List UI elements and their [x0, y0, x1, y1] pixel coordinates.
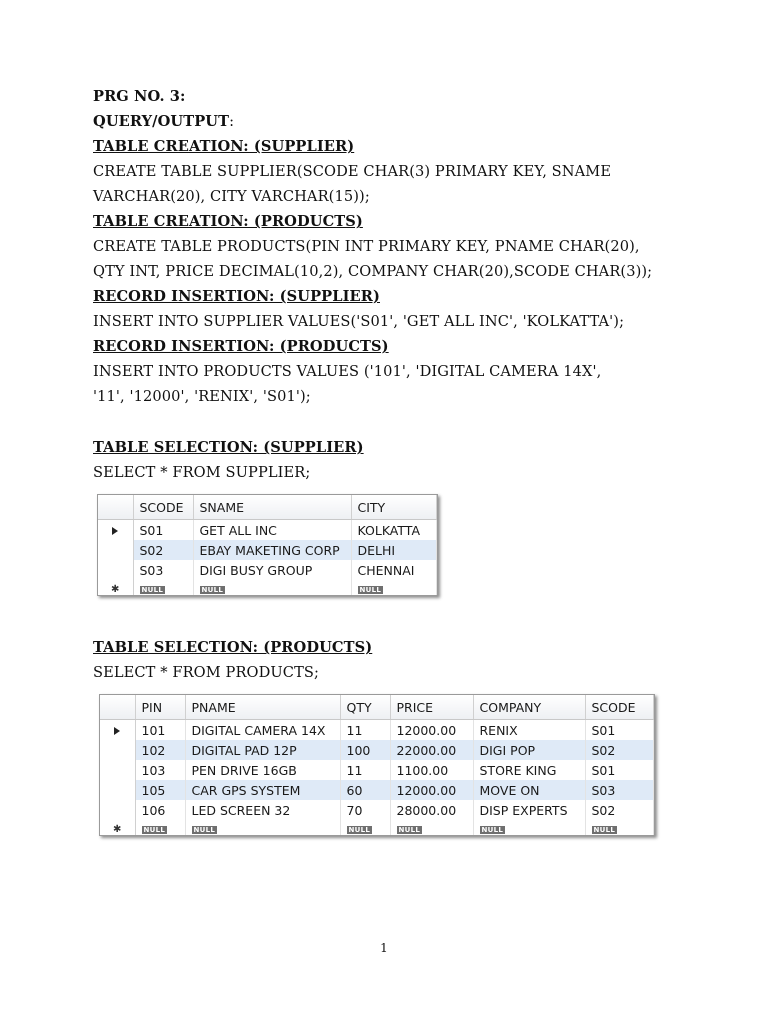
table-cell[interactable]: 70 [340, 800, 390, 820]
column-header[interactable]: PRICE [390, 695, 473, 720]
table-cell[interactable]: PEN DRIVE 16GB [185, 760, 340, 780]
table-cell[interactable]: KOLKATTA [351, 520, 436, 541]
table-cell[interactable]: CHENNAI [351, 560, 436, 580]
table-cell[interactable]: GET ALL INC [193, 520, 351, 541]
products-create-sql-line-1: CREATE TABLE PRODUCTS(PIN INT PRIMARY KEY, PNAME CHAR(20), [93, 238, 640, 255]
null-cell[interactable] [351, 580, 436, 595]
null-badge: NULL [348, 826, 371, 834]
table-cell[interactable]: 22000.00 [390, 740, 473, 760]
row-selector[interactable] [100, 740, 135, 760]
supplier-select-heading: TABLE SELECTION: (SUPPLIER) [93, 439, 364, 456]
table-row[interactable] [98, 540, 436, 560]
table-row[interactable] [100, 740, 653, 760]
row-selector[interactable] [98, 520, 133, 541]
query-colon: : [229, 113, 235, 130]
table-cell[interactable]: EBAY MAKETING CORP [193, 540, 351, 560]
query-heading: QUERY/OUTPUT [93, 113, 230, 130]
table-cell[interactable]: CAR GPS SYSTEM [185, 780, 340, 800]
supplier-header-row [98, 495, 436, 520]
table-cell[interactable]: 103 [135, 760, 185, 780]
new-row-asterisk-icon: ✱ [111, 584, 120, 595]
row-selector-header [100, 695, 135, 720]
table-cell[interactable]: 12000.00 [390, 720, 473, 741]
null-badge: NULL [398, 826, 421, 834]
null-cell[interactable] [185, 820, 340, 835]
table-cell[interactable]: S02 [585, 800, 653, 820]
table-cell[interactable]: S03 [133, 560, 193, 580]
column-header[interactable]: PIN [135, 695, 185, 720]
null-badge: NULL [481, 826, 504, 834]
table-row[interactable] [100, 780, 653, 800]
table-cell[interactable]: DIGITAL CAMERA 14X [185, 720, 340, 741]
products-create-heading: TABLE CREATION: (PRODUCTS) [93, 213, 363, 230]
table-cell[interactable]: 11 [340, 760, 390, 780]
table-row[interactable] [100, 760, 653, 780]
column-header[interactable]: QTY [340, 695, 390, 720]
products-select-sql: SELECT * FROM PRODUCTS; [93, 664, 320, 681]
new-row-asterisk-icon: ✱ [113, 824, 122, 835]
row-pointer-arrow-icon [112, 527, 118, 535]
table-cell[interactable]: 101 [135, 720, 185, 741]
row-selector[interactable] [100, 780, 135, 800]
table-cell[interactable]: S02 [133, 540, 193, 560]
products-select-heading: TABLE SELECTION: (PRODUCTS) [93, 639, 373, 656]
table-row[interactable] [98, 560, 436, 580]
table-row[interactable] [100, 800, 653, 820]
null-badge: NULL [143, 826, 166, 834]
table-cell[interactable]: LED SCREEN 32 [185, 800, 340, 820]
table-cell[interactable]: MOVE ON [473, 780, 585, 800]
table-cell[interactable]: 105 [135, 780, 185, 800]
products-create-sql-line-2: QTY INT, PRICE DECIMAL(10,2), COMPANY CHAR(20),SCODE CHAR(3)); [93, 263, 653, 280]
column-header[interactable]: SCODE [133, 495, 193, 520]
new-row[interactable] [98, 580, 436, 595]
row-selector[interactable] [98, 580, 133, 595]
table-cell[interactable]: STORE KING [473, 760, 585, 780]
null-badge: NULL [201, 586, 224, 594]
table-cell[interactable]: 11 [340, 720, 390, 741]
null-cell[interactable] [585, 820, 653, 835]
products-header-row [100, 695, 653, 720]
supplier-create-sql-line-1: CREATE TABLE SUPPLIER(SCODE CHAR(3) PRIMARY KEY, SNAME [93, 163, 612, 180]
table-cell[interactable]: 1100.00 [390, 760, 473, 780]
table-cell[interactable]: S03 [585, 780, 653, 800]
program-number: PRG NO. 3: [93, 88, 186, 105]
table-cell[interactable]: 106 [135, 800, 185, 820]
null-cell[interactable] [473, 820, 585, 835]
row-pointer-arrow-icon [114, 727, 120, 735]
products-result-grid [99, 694, 655, 836]
table-cell[interactable]: 60 [340, 780, 390, 800]
table-row[interactable] [98, 520, 436, 541]
table-cell[interactable]: 28000.00 [390, 800, 473, 820]
table-cell[interactable]: 102 [135, 740, 185, 760]
row-selector[interactable] [98, 560, 133, 580]
table-row[interactable] [100, 720, 653, 741]
column-header[interactable]: SNAME [193, 495, 351, 520]
null-cell[interactable] [135, 820, 185, 835]
null-cell[interactable] [340, 820, 390, 835]
column-header[interactable]: PNAME [185, 695, 340, 720]
supplier-insert-sql: INSERT INTO SUPPLIER VALUES('S01', 'GET ALL INC', 'KOLKATTA'); [93, 313, 625, 330]
page-number: 1 [380, 941, 388, 955]
table-cell[interactable]: DIGITAL PAD 12P [185, 740, 340, 760]
null-badge: NULL [359, 586, 382, 594]
products-insert-sql-line-1: INSERT INTO PRODUCTS VALUES ('101', 'DIGITAL CAMERA 14X', [93, 363, 602, 380]
supplier-insert-heading: RECORD INSERTION: (SUPPLIER) [93, 288, 380, 305]
table-cell[interactable]: DELHI [351, 540, 436, 560]
table-cell[interactable]: DIGI BUSY GROUP [193, 560, 351, 580]
supplier-create-sql-line-2: VARCHAR(20), CITY VARCHAR(15)); [93, 188, 370, 205]
null-cell[interactable] [133, 580, 193, 595]
null-badge: NULL [193, 826, 216, 834]
table-cell[interactable]: DISP EXPERTS [473, 800, 585, 820]
products-insert-heading: RECORD INSERTION: (PRODUCTS) [93, 338, 389, 355]
supplier-create-heading: TABLE CREATION: (SUPPLIER) [93, 138, 355, 155]
table-cell[interactable]: DIGI POP [473, 740, 585, 760]
products-insert-sql-line-2: '11', '12000', 'RENIX', 'S01'); [93, 388, 311, 405]
row-selector[interactable] [100, 800, 135, 820]
table-cell[interactable]: 100 [340, 740, 390, 760]
supplier-select-sql: SELECT * FROM SUPPLIER; [93, 464, 311, 481]
row-selector[interactable] [100, 820, 135, 835]
row-selector[interactable] [100, 720, 135, 741]
table-cell[interactable]: S01 [133, 520, 193, 541]
supplier-result-grid [97, 494, 438, 596]
table-cell[interactable]: S01 [585, 760, 653, 780]
null-cell[interactable] [390, 820, 473, 835]
null-badge: NULL [593, 826, 616, 834]
table-cell[interactable]: RENIX [473, 720, 585, 741]
row-selector[interactable] [98, 540, 133, 560]
table-cell[interactable]: S01 [585, 720, 653, 741]
query-output-label [93, 113, 234, 130]
row-selector[interactable] [100, 760, 135, 780]
column-header[interactable]: SCODE [585, 695, 653, 720]
column-header[interactable]: COMPANY [473, 695, 585, 720]
null-badge: NULL [141, 586, 164, 594]
table-cell[interactable]: 12000.00 [390, 780, 473, 800]
row-selector-header [98, 495, 133, 520]
column-header[interactable]: CITY [351, 495, 436, 520]
new-row[interactable] [100, 820, 653, 835]
table-cell[interactable]: S02 [585, 740, 653, 760]
null-cell[interactable] [193, 580, 351, 595]
